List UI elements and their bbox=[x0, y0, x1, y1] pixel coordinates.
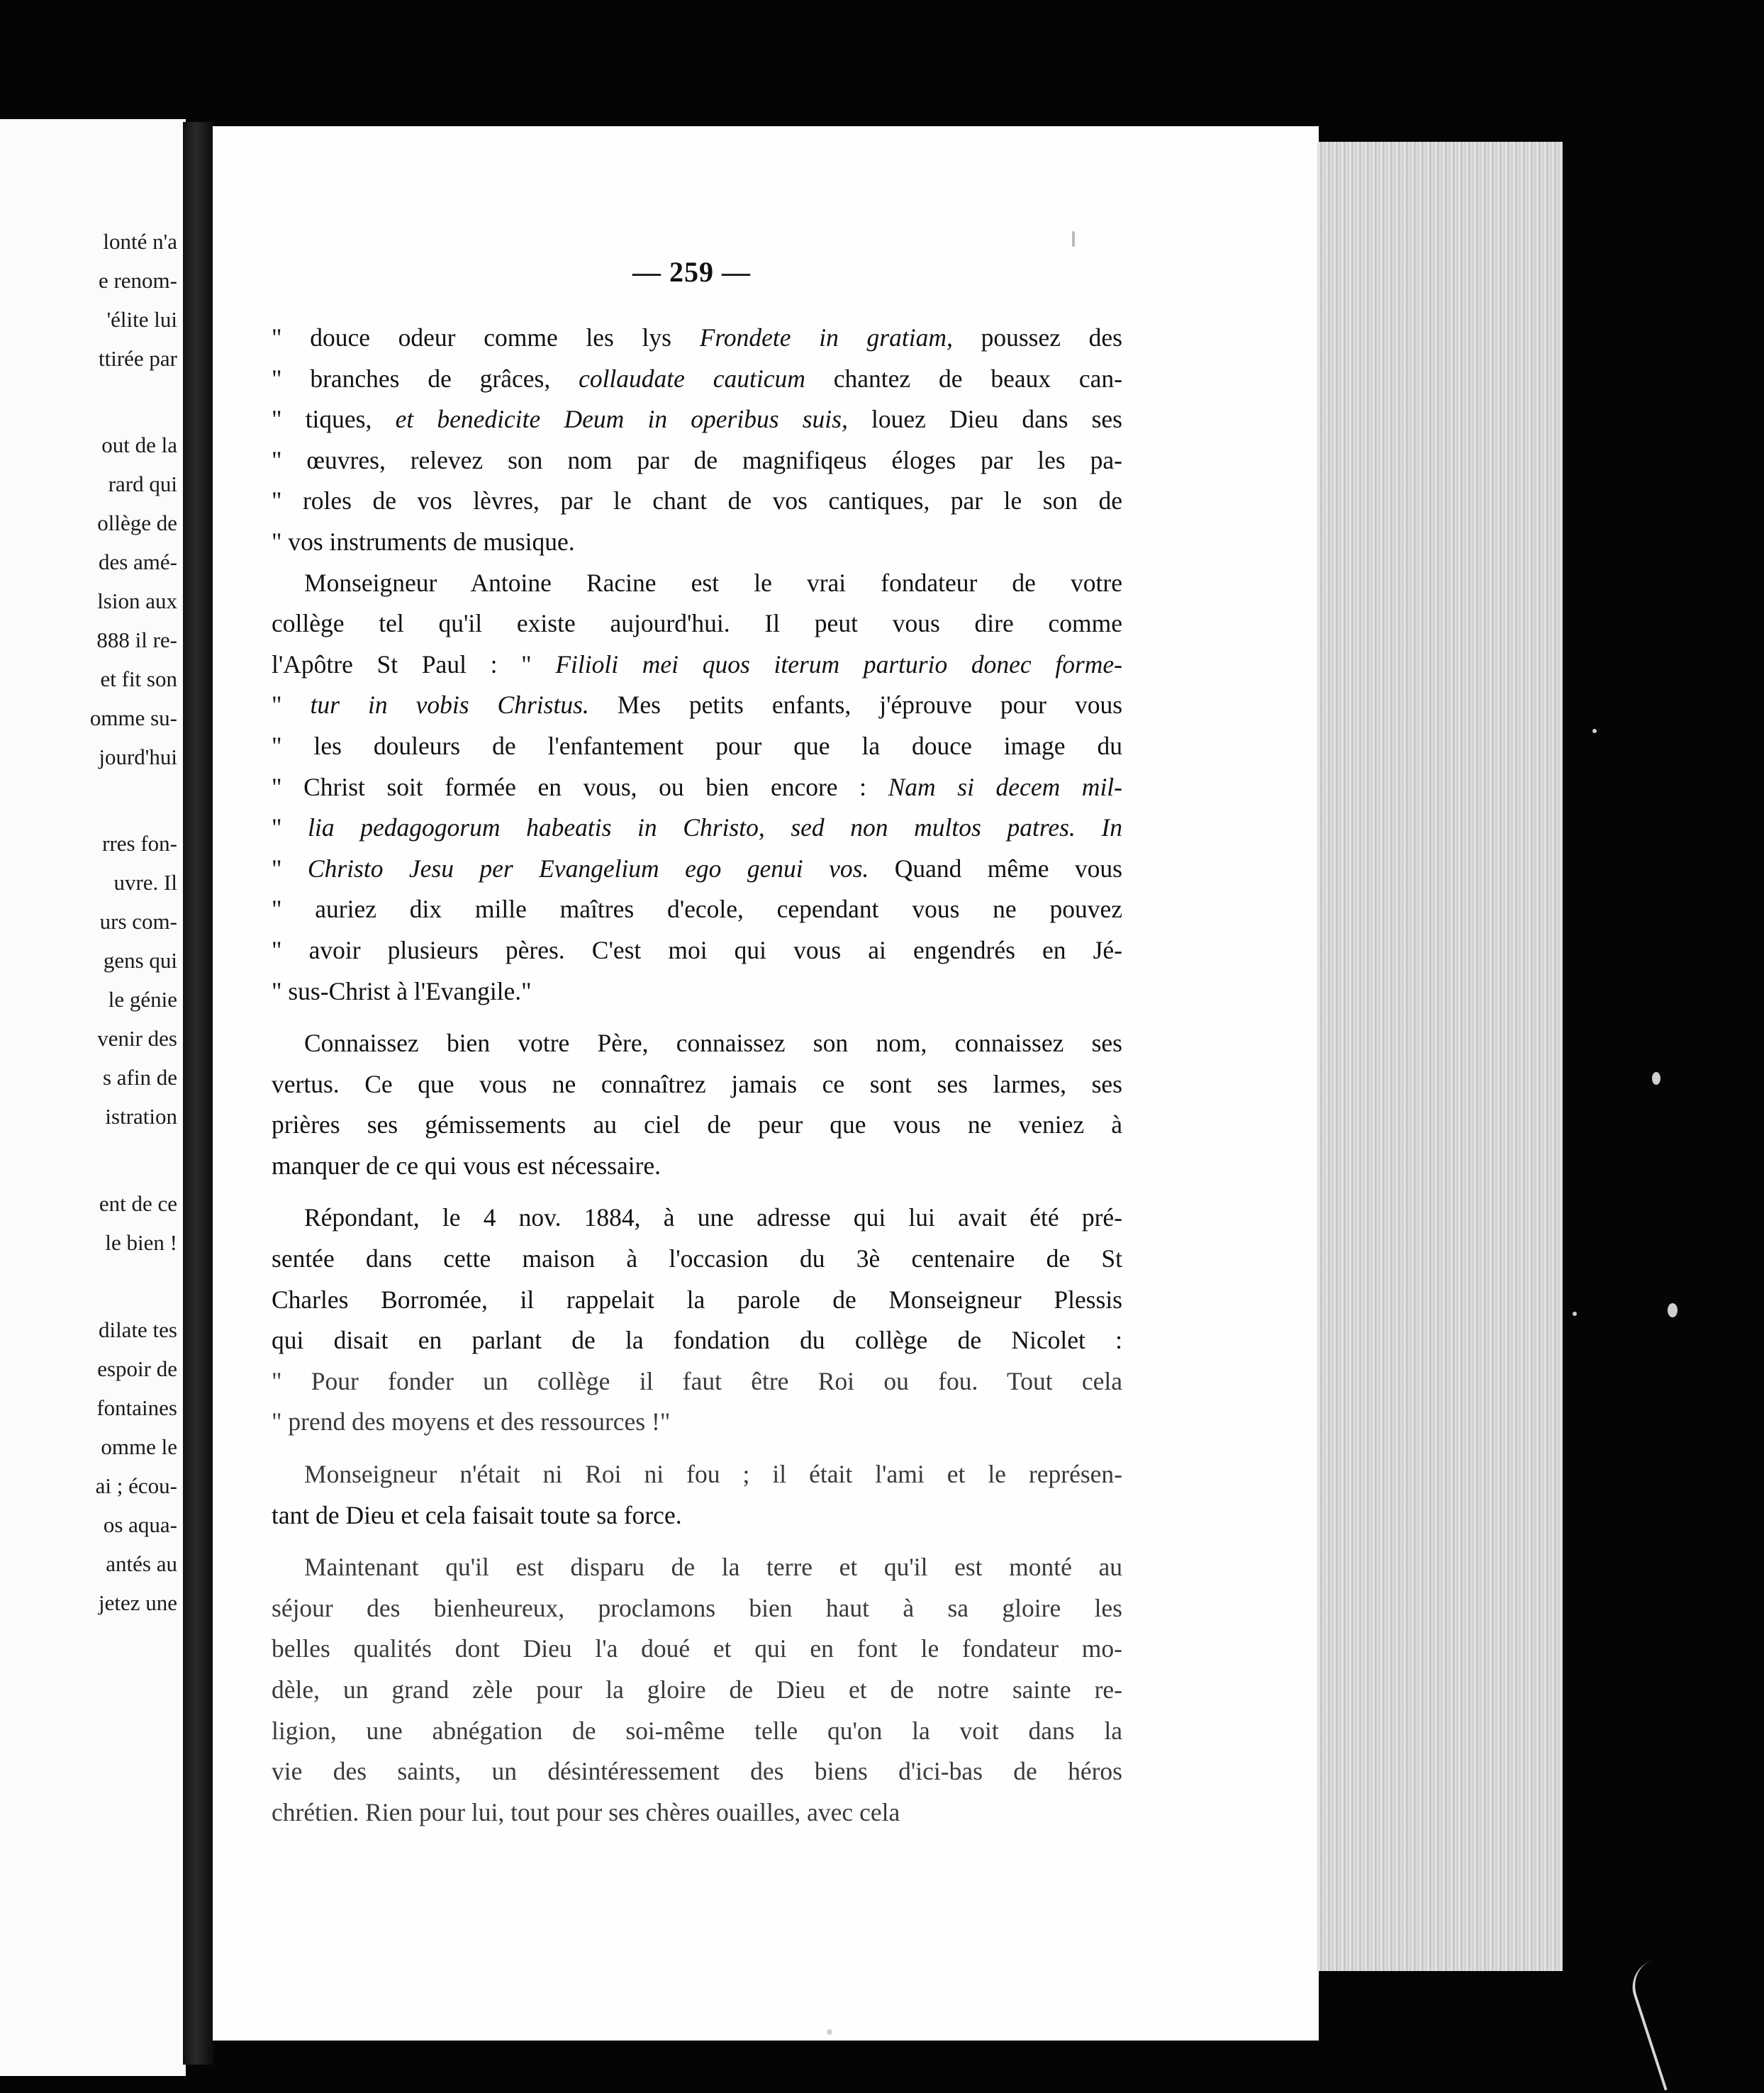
left-page-line: urs com- bbox=[99, 909, 177, 934]
page-number: — 259 — bbox=[632, 256, 751, 288]
scan-mark bbox=[1625, 1950, 1721, 2090]
text-segment: manquer de ce qui vous est nécessaire. bbox=[272, 1151, 662, 1180]
scan-speck bbox=[1668, 1303, 1678, 1317]
text-line bbox=[272, 440, 1122, 481]
text-line bbox=[272, 1670, 1122, 1711]
left-page-line: espoir de bbox=[97, 1356, 177, 1381]
italic-latin-text: Filioli mei quos iterum parturio donec forme- bbox=[555, 649, 1122, 679]
left-page-line: fontaines bbox=[96, 1395, 177, 1420]
text-line bbox=[272, 522, 1122, 563]
italic-latin-text: et benedicite Deum in operibus suis, bbox=[395, 405, 848, 434]
text-line bbox=[272, 563, 1122, 604]
text-line bbox=[272, 1711, 1122, 1752]
left-page-line: ai ; écou- bbox=[95, 1473, 177, 1498]
text-line bbox=[272, 1280, 1122, 1321]
text-line bbox=[272, 1361, 1122, 1402]
left-page-line: os aqua- bbox=[103, 1512, 177, 1537]
left-page-line: omme su- bbox=[89, 705, 177, 730]
text-line bbox=[272, 1239, 1122, 1280]
text-line bbox=[272, 1495, 1122, 1536]
text-segment: " œuvres, relevez son nom par de magnifiqeus éloges par les pa- bbox=[272, 445, 1122, 474]
text-segment: ligion, une abnégation de soi-même telle qu'on la voit dans la bbox=[272, 1716, 1122, 1745]
text-segment: vie des saints, un désintéressement des biens d'ici-bas de héros bbox=[272, 1757, 1122, 1786]
text-line bbox=[272, 930, 1122, 971]
left-page-line: rres fon- bbox=[102, 831, 177, 856]
text-segment: Répondant, le 4 nov. 1884, à une adresse qui lui avait été pré- bbox=[304, 1203, 1122, 1232]
text-segment: Mes petits enfants, j'éprouve pour vous bbox=[588, 691, 1123, 720]
text-segment: " roles de vos lèvres, par le chant de vos cantiques, par le son de bbox=[272, 486, 1122, 515]
text-line bbox=[272, 767, 1122, 808]
text-segment: Monseigneur Antoine Racine est le vrai fondateur de votre bbox=[304, 568, 1122, 597]
book-gutter bbox=[183, 122, 214, 2065]
text-segment: " Pour fonder un collège il faut être Roi ou fou. Tout cela bbox=[272, 1366, 1122, 1395]
text-segment: louez Dieu dans ses bbox=[847, 405, 1122, 434]
left-page-line: jetez une bbox=[98, 1590, 177, 1615]
left-page-line: uvre. Il bbox=[113, 870, 177, 895]
text-line bbox=[272, 481, 1122, 522]
left-page-line: lonté n'a bbox=[103, 229, 177, 254]
text-segment: poussez des bbox=[952, 323, 1122, 352]
left-page-line: ent de ce bbox=[99, 1191, 177, 1216]
text-segment: séjour des bienheureux, proclamons bien haut à sa gloire les bbox=[272, 1593, 1122, 1622]
scan-speck bbox=[1652, 1072, 1660, 1085]
left-page-line: istration bbox=[105, 1104, 177, 1129]
left-page-line: antés au bbox=[106, 1551, 177, 1576]
scan-speck bbox=[827, 2029, 832, 2035]
text-line bbox=[272, 359, 1122, 400]
left-page-line: out de la bbox=[101, 432, 177, 457]
text-line bbox=[272, 971, 1122, 1012]
text-segment: Monseigneur n'était ni Roi ni fou ; il était l'ami et le représen- bbox=[304, 1460, 1122, 1489]
text-line bbox=[272, 1547, 1122, 1588]
text-line bbox=[272, 889, 1122, 930]
text-segment: " Christ soit formée en vous, ou bien encore : bbox=[272, 772, 888, 801]
text-segment: belles qualités dont Dieu l'a doué et qui en font le fondateur mo- bbox=[272, 1634, 1122, 1663]
text-segment: chantez de beaux can- bbox=[805, 364, 1123, 393]
text-segment: " douce odeur comme les lys bbox=[272, 323, 700, 352]
text-line bbox=[272, 1198, 1122, 1239]
text-segment: Connaissez bien votre Père, connaissez son nom, connaissez ses bbox=[304, 1029, 1122, 1058]
text-segment: vertus. Ce que vous ne connaîtrez jamais ce sont ses larmes, ses bbox=[272, 1069, 1122, 1098]
italic-latin-text: collaudate cauticum bbox=[579, 364, 805, 393]
text-line bbox=[272, 1402, 1122, 1443]
text-segment: sentée dans cette maison à l'occasion du 3è centenaire de St bbox=[272, 1244, 1122, 1273]
italic-latin-text: Nam si decem mil- bbox=[888, 772, 1122, 801]
text-segment: " tiques, bbox=[272, 405, 396, 434]
text-segment: " prend des moyens et des ressources !" bbox=[272, 1407, 671, 1436]
text-segment: tant de Dieu et cela faisait toute sa force. bbox=[272, 1500, 682, 1529]
text-line bbox=[272, 318, 1122, 359]
text-line bbox=[272, 603, 1122, 644]
text-line bbox=[272, 1023, 1122, 1064]
text-line bbox=[272, 1588, 1122, 1629]
text-line bbox=[272, 1320, 1122, 1361]
text-line bbox=[272, 849, 1122, 890]
text-segment: chrétien. Rien pour lui, tout pour ses chères ouailles, avec cela bbox=[272, 1797, 900, 1826]
text-line bbox=[272, 1629, 1122, 1670]
text-line bbox=[272, 726, 1122, 767]
left-page-line: ttirée par bbox=[98, 346, 177, 371]
text-segment: " bbox=[272, 691, 311, 720]
left-page-line: le bien ! bbox=[105, 1230, 177, 1255]
left-page-line: lsion aux bbox=[97, 588, 177, 613]
body-text bbox=[272, 318, 1122, 1833]
text-segment: collège tel qu'il existe aujourd'hui. Il peut vous dire comme bbox=[272, 609, 1122, 638]
left-page-line: le génie bbox=[108, 987, 177, 1012]
text-line bbox=[272, 1792, 1122, 1834]
text-segment: " avoir plusieurs pères. C'est moi qui vous ai engendrés en Jé- bbox=[272, 935, 1122, 964]
left-page-line: venir des bbox=[97, 1026, 177, 1051]
left-page-line: e renom- bbox=[98, 268, 177, 293]
italic-latin-text: Christo Jesu per Evangelium ego genui vos. bbox=[307, 854, 869, 883]
left-page bbox=[0, 119, 186, 2076]
text-segment: " vos instruments de musique. bbox=[272, 527, 575, 556]
text-line bbox=[272, 399, 1122, 440]
scan-speck bbox=[1592, 729, 1597, 733]
text-segment: Quand même vous bbox=[869, 854, 1122, 883]
left-page-line: ollège de bbox=[97, 510, 177, 535]
text-line bbox=[272, 1751, 1122, 1792]
left-page-line: s afin de bbox=[102, 1065, 177, 1090]
text-segment: l'Apôtre St Paul : " bbox=[272, 649, 556, 679]
left-page-line: 'élite lui bbox=[106, 307, 177, 332]
italic-latin-text: tur in vobis Christus. bbox=[310, 691, 589, 720]
text-segment: " bbox=[272, 854, 308, 883]
text-segment: prières ses gémissements au ciel de peur que vous ne veniez à bbox=[272, 1110, 1122, 1139]
text-segment: " auriez dix mille maîtres d'ecole, cependant vous ne pouvez bbox=[272, 895, 1122, 924]
text-line bbox=[272, 1146, 1122, 1187]
text-line bbox=[272, 1064, 1122, 1105]
left-page-line: et fit son bbox=[100, 666, 177, 691]
text-line bbox=[272, 1105, 1122, 1146]
left-page-line: jourd'hui bbox=[99, 744, 177, 769]
text-line bbox=[272, 644, 1122, 686]
italic-latin-text: lia pedagogorum habeatis in Christo, sed non multos patres. In bbox=[308, 813, 1122, 842]
left-page-line: gens qui bbox=[103, 948, 177, 973]
scan-speck bbox=[1072, 231, 1075, 247]
text-segment: " bbox=[272, 813, 308, 842]
left-page-line: des amé- bbox=[98, 549, 177, 574]
text-line bbox=[272, 1454, 1122, 1495]
left-page-line: 888 il re- bbox=[96, 627, 177, 652]
left-page-line: omme le bbox=[101, 1434, 177, 1459]
text-segment: " branches de grâces, bbox=[272, 364, 579, 393]
text-segment: Charles Borromée, il rappelait la parole de Monseigneur Plessis bbox=[272, 1285, 1122, 1314]
text-segment: " les douleurs de l'enfantement pour que la douce image du bbox=[272, 731, 1122, 760]
italic-latin-text: Frondete in gratiam, bbox=[699, 323, 953, 352]
text-segment: " sus-Christ à l'Evangile." bbox=[272, 976, 532, 1005]
text-segment: qui disait en parlant de la fondation du collège de Nicolet : bbox=[272, 1326, 1122, 1355]
page-edges bbox=[1317, 142, 1563, 1971]
left-page-line: dilate tes bbox=[98, 1317, 177, 1342]
scan-speck bbox=[1573, 1312, 1577, 1316]
text-segment: Maintenant qu'il est disparu de la terre et qu'il est monté au bbox=[304, 1553, 1122, 1582]
left-page-line: rard qui bbox=[108, 471, 177, 496]
text-line bbox=[272, 808, 1122, 849]
text-line bbox=[272, 685, 1122, 726]
text-segment: dèle, un grand zèle pour la gloire de Dieu et de notre sainte re- bbox=[272, 1675, 1122, 1704]
